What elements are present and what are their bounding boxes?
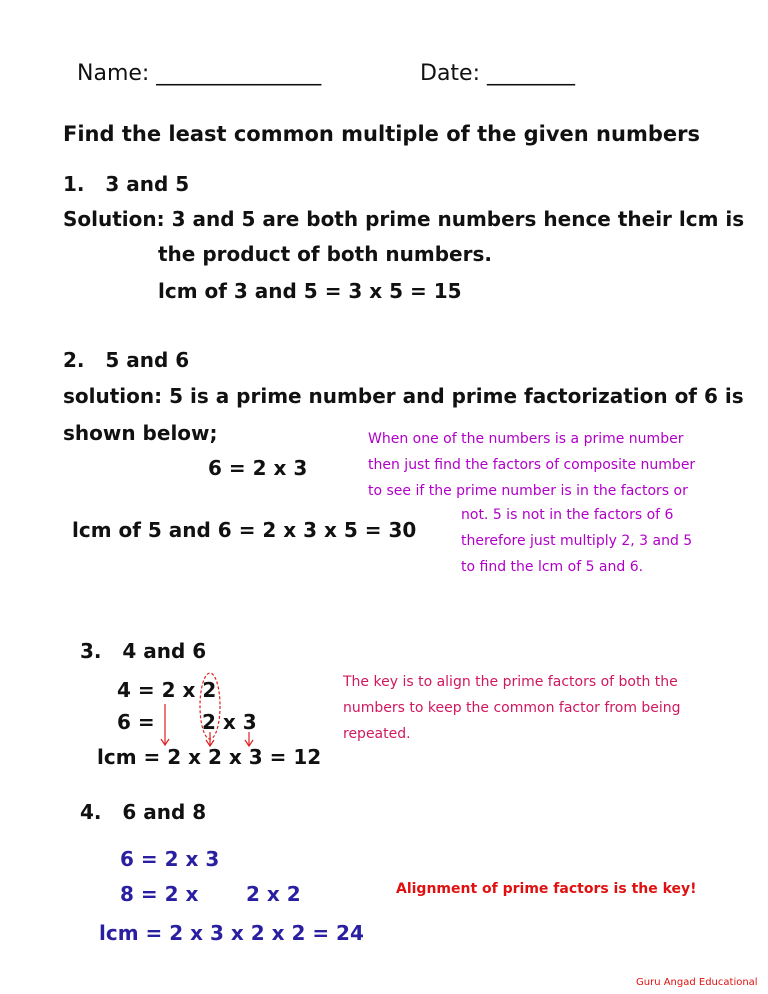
problem-3-heading: 3. 4 and 6 [80,639,207,663]
problem-4-factor-row-values: 2 x 2 [246,882,301,906]
problem-1-solution-line: the product of both numbers. [158,242,492,266]
problem-3-note-line: numbers to keep the common factor from being [343,700,681,716]
common-factor-ellipse [200,673,220,739]
problem-2-solution-line: shown below; [63,421,218,445]
date-field-label: Date: ________ [420,61,575,86]
problem-2-heading: 2. 5 and 6 [63,348,190,372]
problem-2-lcm: lcm of 5 and 6 = 2 x 3 x 5 = 30 [72,518,417,542]
problem-3-note-line: The key is to align the prime factors of both the [343,674,678,690]
problem-1-heading: 1. 3 and 5 [63,172,190,196]
problem-2-note-line: When one of the numbers is a prime number [368,431,684,447]
alignment-arrow-icons [161,704,253,746]
problem-4-factor-row: 6 = 2 x 3 [120,847,220,871]
problem-2-factorization: 6 = 2 x 3 [208,456,308,480]
problem-2-note-line: therefore just multiply 2, 3 and 5 [461,533,693,549]
problem-2-note-line: then just find the factors of composite number [368,457,696,473]
problem-3-factor-row: 4 = 2 x 2 [117,678,217,702]
problem-1-lcm: lcm of 3 and 5 = 3 x 5 = 15 [158,279,462,303]
problem-4-lcm: lcm = 2 x 3 x 2 x 2 = 24 [99,921,364,945]
problem-1-solution-line: Solution: 3 and 5 are both prime numbers hence their lcm is [63,207,745,231]
problem-2-solution-line: solution: 5 is a prime number and prime factorization of 6 is [63,384,744,408]
name-field-label: Name: _______________ [77,61,322,86]
problem-2-note-line: not. 5 is not in the factors of 6 [461,507,674,523]
problem-4-factor-row-label: 8 = 2 x [120,882,199,906]
problem-3-note-line: repeated. [343,726,411,742]
problem-3-factor-row-values: 2 x 3 [202,710,257,734]
problem-2-note-line: to see if the prime number is in the factors or [368,483,688,499]
problem-3-lcm: lcm = 2 x 2 x 3 = 12 [97,745,322,769]
problem-4-heading: 4. 6 and 8 [80,800,207,824]
problem-4-note: Alignment of prime factors is the key! [396,881,697,897]
worksheet-title: Find the least common multiple of the given numbers [63,122,700,146]
problem-2-note-line: to find the lcm of 5 and 6. [461,559,644,575]
footer-credit: Guru Angad Educational [636,977,758,988]
problem-3-factor-row-label: 6 = [117,710,155,734]
